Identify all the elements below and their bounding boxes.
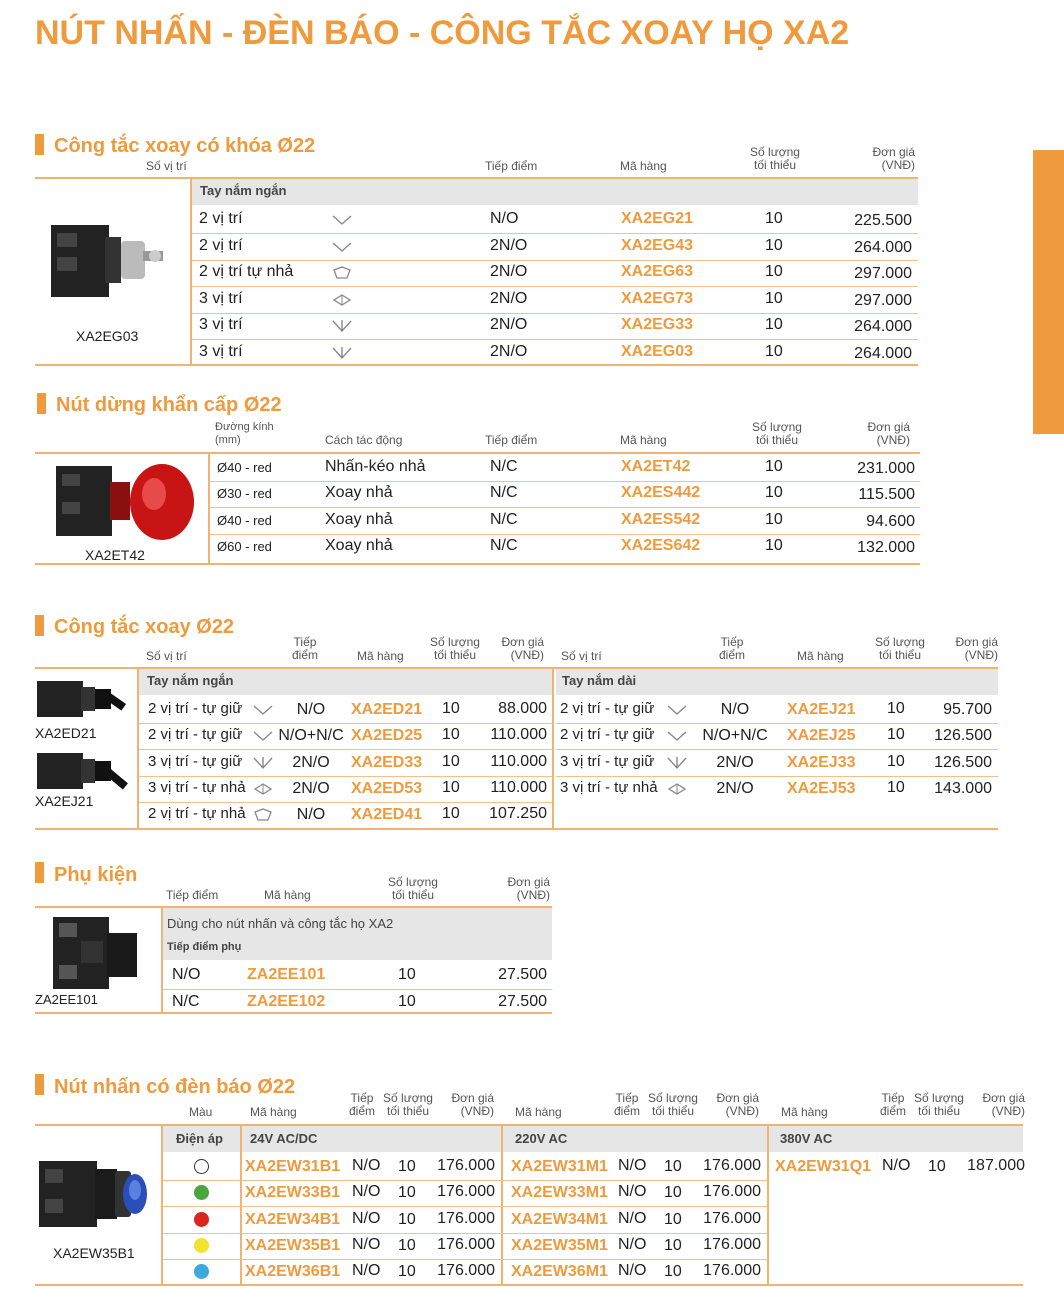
price-cell: 176.000 [703,1183,761,1201]
min-qty-cell: 10 [664,1236,682,1254]
header-contact: Tiếp điểm [485,159,538,173]
min-qty-cell: 10 [928,1158,946,1175]
product-code: ZA2EE101 [247,966,326,983]
page-title: NÚT NHẤN - ĐÈN BÁO - CÔNG TẮC XOAY HỌ XA2 [35,14,850,52]
group-label-long: Tay nắm dài [562,673,637,688]
section-marker [35,862,44,883]
header-min-qty: Số lượng tối thiểu [388,875,438,902]
position-cell: 2 vị trí - tự giữ [560,700,655,717]
group-label: Tay nắm ngắn [200,183,287,198]
section-marker [35,1074,44,1095]
contact-cell: 2N/O [490,263,528,280]
price-cell: 115.500 [858,486,915,504]
product-code: XA2ED21 [351,701,423,718]
contact-cell: 2N/O [292,753,330,771]
divider [35,1012,552,1014]
contact-cell: N/O [618,1235,647,1253]
color-swatch [194,1159,209,1174]
product-code: XA2ES542 [621,510,701,528]
product-code: XA2EG73 [621,289,694,307]
contact-cell: N/O [352,1262,381,1280]
position-cell: 2 vị trí [199,236,243,254]
price-cell: 110.000 [490,726,547,744]
price-cell: 297.000 [854,265,912,282]
section-marker [35,134,44,155]
price-cell: 176.000 [437,1157,495,1174]
position-symbol-icon [666,755,688,771]
header-contact: Tiếp điểm [485,433,538,447]
section-title-pilot-push-button: Nút nhấn có đèn báo Ø22 [54,1076,296,1098]
contact-cell: N/O [352,1183,381,1201]
row-divider [192,233,918,234]
product-code: XA2EW33B1 [245,1184,341,1202]
product-image-short-handle [35,675,135,723]
section-marker [35,615,44,636]
position-cell: 3 vị trí [199,342,243,360]
header-code: Mã hàng [250,1105,297,1119]
min-qty-cell: 10 [765,210,783,227]
column-divider [552,669,554,828]
price-cell: 225.500 [854,212,912,229]
min-qty-cell: 10 [398,966,416,983]
header-code: Mã hàng [357,649,404,663]
min-qty-cell: 10 [765,263,783,280]
voltage-380v: 380V AC [780,1131,833,1146]
position-cell: 3 vị trí - tự nhả [148,778,246,796]
min-qty-cell: 10 [765,289,783,307]
color-swatch [194,1264,209,1279]
product-image-key-switch [45,205,175,315]
position-symbol-icon [252,755,274,771]
product-code: XA2EG63 [621,263,694,280]
contact-cell: N/O [296,701,326,718]
column-divider [240,1126,242,1284]
section-marker [37,393,46,414]
note-text: Dùng cho nút nhấn và công tắc họ XA2 [167,916,394,931]
price-cell: 231.000 [857,460,915,477]
contact-cell: N/C [490,484,518,502]
header-diameter: Đường kính (mm) [215,421,274,446]
position-symbol-icon [666,702,688,718]
group-label-short: Tay nắm ngắn [147,673,234,688]
column-divider [190,179,192,364]
price-cell: 264.000 [854,344,912,362]
diameter-cell: Ø40 - red [217,512,272,528]
contact-cell: N/O [618,1262,647,1280]
header-code: Mã hàng [515,1105,562,1119]
position-cell: 3 vị trí - tự giữ [148,752,243,770]
contact-cell: N/O [490,210,519,227]
color-swatch [194,1238,209,1253]
product-code: XA2EW31M1 [511,1158,608,1175]
image-caption: XA2EG03 [76,328,139,344]
position-symbol-icon [252,728,274,744]
header-price: Đơn giá (VNĐ) [716,1091,759,1118]
price-cell: 107.250 [489,805,547,823]
price-cell: 187.000 [967,1157,1025,1174]
header-color: Màu [189,1105,213,1119]
position-symbol-icon [331,292,353,308]
min-qty-cell: 10 [398,1210,416,1228]
min-qty-cell: 10 [398,1184,416,1202]
min-qty-cell: 10 [765,342,783,360]
product-code: XA2EJ25 [787,727,856,745]
section-title-rotary-key: Công tắc xoay có khóa Ø22 [54,135,316,157]
min-qty-cell: 10 [398,1158,416,1175]
contact-cell: N/O+N/C [702,727,768,745]
contact-cell: N/C [172,992,200,1010]
contact-cell: 2N/O [716,779,754,797]
action-cell: Xoay nhả [325,484,393,502]
header-price: Đơn giá (VNĐ) [451,1091,494,1118]
sub-label: Tiếp điểm phụ [167,941,242,953]
position-symbol-icon [666,728,688,744]
action-cell: Nhấn-kéo nhả [325,458,426,475]
column-divider [501,1126,503,1284]
min-qty-cell: 10 [887,726,905,744]
min-qty-cell: 10 [887,778,905,796]
product-image-emergency-stop [50,458,200,548]
price-cell: 176.000 [437,1235,495,1253]
price-cell: 264.000 [854,318,912,335]
product-code: XA2ES642 [621,536,701,554]
product-code: XA2ED25 [351,727,423,745]
contact-cell: 2N/O [490,236,528,254]
price-cell: 264.000 [854,238,912,256]
header-positions: Số vị trí [561,649,602,663]
position-symbol-icon [252,781,274,797]
row-divider [556,776,998,777]
min-qty-cell: 10 [765,536,783,554]
price-cell: 176.000 [703,1157,761,1174]
min-qty-cell: 10 [442,805,460,823]
header-contact: Tiếp điểm [613,1091,640,1118]
image-caption: ZA2EE101 [35,992,98,1007]
contact-cell: N/O [352,1209,381,1227]
product-code: XA2EG03 [621,342,694,360]
product-code: XA2EG33 [621,316,694,333]
position-cell: 3 vị trí - tự nhả [560,778,658,796]
product-image-long-handle [35,747,135,795]
header-code: Mã hàng [264,888,311,902]
row-divider [163,1180,767,1181]
position-cell: 3 vị trí [199,289,243,307]
row-divider [163,1259,767,1260]
contact-cell: 2N/O [490,316,528,333]
section-title-selector-switch: Công tắc xoay Ø22 [54,616,235,638]
header-min-qty: Số lượng tối thiểu [383,1091,433,1118]
row-divider [556,723,998,724]
column-divider [208,454,210,564]
contact-cell: N/O [618,1157,647,1174]
header-contact: Tiếp điểm [166,888,219,902]
position-symbol-icon [252,807,274,823]
contact-cell: N/C [490,458,518,475]
header-code: Mã hàng [620,433,667,447]
min-qty-cell: 10 [398,1236,416,1254]
contact-cell: N/O [720,701,750,718]
row-divider [139,749,552,750]
header-code: Mã hàng [797,649,844,663]
row-divider [210,481,920,482]
product-code: XA2EW34M1 [511,1210,608,1228]
contact-cell: N/C [490,536,518,554]
image-caption: XA2ET42 [85,547,145,563]
contact-cell: N/O [352,1235,381,1253]
product-code: XA2ED41 [351,806,423,824]
header-contact: Tiếp điểm [291,635,318,662]
row-divider [139,802,552,803]
header-price: Đơn giá (VNĐ) [955,635,998,662]
position-cell: 2 vị trí tự nhả [199,263,294,280]
position-cell: 3 vị trí [199,316,243,333]
row-divider [192,313,918,314]
column-divider [161,908,163,1012]
header-positions: Số vị trí [146,649,187,663]
contact-cell: N/O [172,966,201,983]
image-caption: XA2EW35B1 [53,1245,135,1261]
product-code: XA2ES442 [621,484,701,502]
group-row-bg [192,179,918,205]
price-cell: 176.000 [437,1209,495,1227]
position-symbol-icon [331,318,353,334]
min-qty-cell: 10 [442,700,460,717]
price-cell: 176.000 [703,1262,761,1280]
position-symbol-icon [331,265,353,281]
header-min-qty: Số lượng tối thiểu [648,1091,698,1118]
header-min-qty: Số lượng tối thiểu [914,1091,964,1118]
section-title-accessories: Phụ kiện [54,864,138,886]
header-price: Đơn giá (VNĐ) [867,420,910,447]
header-contact: Tiếp điểm [348,1091,375,1118]
header-min-qty: Số lượng tối thiểu [752,420,802,447]
price-cell: 176.000 [703,1209,761,1227]
header-positions: Số vị trí [146,159,187,173]
divider [35,452,920,454]
min-qty-cell: 10 [887,700,905,717]
contact-cell: 2N/O [292,779,330,797]
row-divider [139,723,552,724]
product-code: XA2EW36B1 [245,1263,341,1281]
action-cell: Xoay nhả [325,510,393,528]
min-qty-cell: 10 [765,458,783,475]
header-price: Đơn giá (VNĐ) [501,635,544,662]
product-code: XA2EW31Q1 [775,1158,872,1175]
header-code: Mã hàng [620,159,667,173]
header-min-qty: Số lượng tối thiểu [875,635,925,662]
header-price: Đơn giá (VNĐ) [507,875,550,902]
price-cell: 94.600 [866,512,915,530]
min-qty-cell: 10 [442,778,460,796]
product-image-pilot-light [35,1155,160,1235]
min-qty-cell: 10 [664,1158,682,1175]
min-qty-cell: 10 [887,752,905,770]
price-cell: 126.500 [934,753,992,771]
side-tab-marker [1033,150,1064,434]
divider [35,563,920,565]
price-cell: 176.000 [703,1235,761,1253]
min-qty-cell: 10 [398,992,416,1010]
row-divider [210,534,920,535]
header-contact: Tiếp điểm [718,635,745,662]
column-divider [767,1126,769,1284]
row-divider [163,989,552,990]
header-min-qty: Số lượng tối thiểu [430,635,480,662]
image-caption: XA2EJ21 [35,793,94,809]
product-code: XA2EW33M1 [511,1184,608,1202]
price-cell: 27.500 [498,966,547,983]
price-cell: 126.500 [934,727,992,745]
product-code: XA2ED33 [351,753,423,771]
row-divider [192,286,918,287]
contact-cell: N/O [352,1157,381,1174]
header-action: Cách tác động [325,433,403,447]
product-code: XA2EW31B1 [245,1158,341,1175]
price-cell: 132.000 [857,538,915,556]
contact-cell: N/O [882,1157,911,1174]
voltage-220v: 220V AC [515,1131,568,1146]
price-cell: 143.000 [934,779,992,797]
color-swatch [194,1212,209,1227]
position-symbol-icon [666,781,688,797]
product-code: XA2EG43 [621,236,694,254]
min-qty-cell: 10 [664,1184,682,1202]
product-code: XA2EW34B1 [245,1210,341,1228]
header-contact: Tiếp điểm [879,1091,906,1118]
price-cell: 95.700 [943,701,992,718]
position-cell: 2 vị trí - tự giữ [560,726,655,744]
min-qty-cell: 10 [664,1210,682,1228]
row-divider [192,339,918,340]
image-caption: XA2ED21 [35,725,97,741]
contact-cell: 2N/O [490,342,528,360]
divider [35,1284,1023,1286]
contact-cell: N/C [490,510,518,528]
header-min-qty: Số lượng tối thiểu [750,145,800,172]
position-cell: 2 vị trí - tự nhả [148,805,246,823]
row-divider [139,776,552,777]
voltage-24v: 24V AC/DC [250,1131,318,1146]
price-cell: 176.000 [437,1262,495,1280]
product-code: XA2EW35M1 [511,1236,608,1254]
position-cell: 2 vị trí - tự giữ [148,700,243,717]
voltage-label: Điện áp [176,1131,223,1146]
row-divider [163,1233,767,1234]
min-qty-cell: 10 [765,510,783,528]
row-divider [192,260,918,261]
contact-cell: N/O [618,1209,647,1227]
price-cell: 110.000 [490,752,547,770]
min-qty-cell: 10 [398,1263,416,1281]
min-qty-cell: 10 [765,484,783,502]
price-cell: 27.500 [498,992,547,1010]
section-title-emergency-stop: Nút dừng khẩn cấp Ø22 [56,394,282,416]
position-cell: 2 vị trí - tự giữ [148,726,243,744]
action-cell: Xoay nhả [325,536,393,554]
product-code: XA2EW36M1 [511,1263,608,1281]
price-cell: 297.000 [854,291,912,309]
color-swatch [194,1185,209,1200]
product-code: ZA2EE102 [247,992,326,1010]
header-code: Mã hàng [781,1105,828,1119]
product-code: XA2EJ33 [787,753,856,771]
header-price: Đơn giá (VNĐ) [872,145,915,172]
diameter-cell: Ø40 - red [217,460,272,475]
row-divider [556,749,998,750]
product-code: XA2EJ21 [787,701,856,718]
min-qty-cell: 10 [664,1263,682,1281]
position-symbol-icon [331,212,353,228]
position-symbol-icon [331,345,353,361]
price-cell: 176.000 [437,1183,495,1201]
min-qty-cell: 10 [765,316,783,333]
product-code: XA2ED53 [351,779,423,797]
row-divider [210,507,920,508]
position-cell: 3 vị trí - tự giữ [560,752,655,770]
position-cell: 2 vị trí [199,210,243,227]
column-divider [161,1126,163,1284]
header-price: Đơn giá (VNĐ) [982,1091,1025,1118]
product-image-contact-block [45,913,155,993]
position-symbol-icon [331,239,353,255]
product-code: XA2EG21 [621,210,694,227]
contact-cell: 2N/O [716,753,754,771]
min-qty-cell: 10 [765,236,783,254]
divider [35,364,918,366]
product-code: XA2EW35B1 [245,1236,341,1254]
divider [35,828,998,830]
contact-cell: N/O [296,806,326,824]
product-code: XA2EJ53 [787,779,856,797]
row-divider [163,1206,767,1207]
price-cell: 88.000 [498,700,547,717]
diameter-cell: Ø60 - red [217,538,272,554]
position-symbol-icon [252,702,274,718]
diameter-cell: Ø30 - red [217,486,272,502]
min-qty-cell: 10 [442,752,460,770]
product-code: XA2ET42 [621,458,691,475]
min-qty-cell: 10 [442,726,460,744]
contact-cell: 2N/O [490,289,528,307]
contact-cell: N/O+N/C [278,727,344,745]
contact-cell: N/O [618,1183,647,1201]
price-cell: 110.000 [490,778,547,796]
